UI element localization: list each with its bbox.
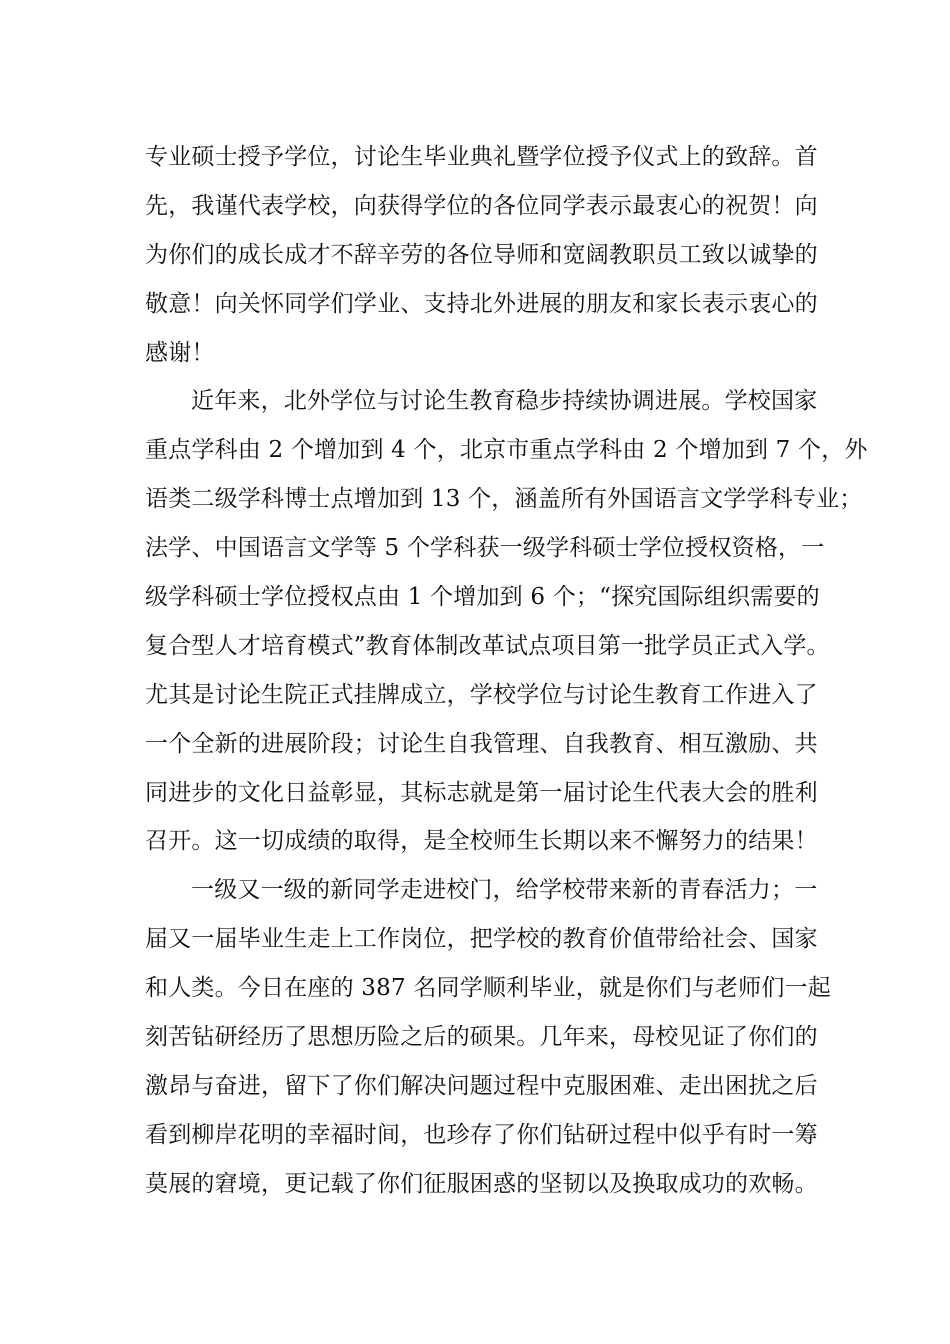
paragraph-1 <box>145 133 818 377</box>
text-line: 莫展的窘境，更记载了你们征服困惑的坚韧以及换取成功的欢畅。 <box>145 1170 818 1197</box>
text-line: 刻苦钻研经历了思想历险之后的硕果。几年来，母校见证了你们的 <box>145 1024 818 1051</box>
text-line: 近年来，北外学位与讨论生教育稳步持续协调进展。学校国家 <box>191 388 818 415</box>
text-line: 尤其是讨论生院正式挂牌成立，学校学位与讨论生教育工作进入了 <box>145 681 818 708</box>
text-line: 法学、中国语言文学等 5 个学科获一级学科硕士学位授权资格，一 <box>145 535 825 562</box>
text-line: 重点学科由 2 个增加到 4 个，北京市重点学科由 2 个增加到 7 个，外 <box>145 437 868 464</box>
text-line: 为你们的成长成才不辞辛劳的各位导师和宽阔教职员工致以诚挚的 <box>145 241 818 268</box>
text-line: 专业硕士授予学位，讨论生毕业典礼暨学位授予仪式上的致辞。首 <box>145 144 818 170</box>
paragraph-3 <box>145 866 831 1208</box>
text-line: 复合型人才培育模式”教育体制改革试点项目第一批学员正式入学。 <box>145 632 830 659</box>
paragraph-2 <box>145 377 868 866</box>
text-line: 同进步的文化日益彰显，其标志就是第一届讨论生代表大会的胜利 <box>145 779 818 806</box>
text-line: 看到柳岸花明的幸福时间，也珍存了你们钻研过程中似乎有时一筹 <box>145 1121 818 1148</box>
text-line: 和人类。今日在座的 387 名同学顺利毕业，就是你们与老师们一起 <box>145 975 831 1002</box>
text-line: 语类二级学科博士点增加到 13 个，涵盖所有外国语言文学学科专业； <box>145 486 863 513</box>
document-page <box>145 133 868 1209</box>
text-line: 激昂与奋进，留下了你们解决问题过程中克服困难、走出困扰之后 <box>145 1072 818 1099</box>
text-line: 级学科硕士学位授权点由 1 个增加到 6 个；“探究国际组织需要的 <box>145 584 820 611</box>
text-line: 感谢！ <box>145 339 215 366</box>
text-line: 届又一届毕业生走上工作岗位，把学校的教育价值带给社会、国家 <box>145 926 818 953</box>
text-line: 先，我谨代表学校，向获得学位的各位同学表示最衷心的祝贺！向 <box>145 192 818 219</box>
text-line: 召开。这一切成绩的取得，是全校师生长期以来不懈努力的结果！ <box>145 828 818 855</box>
text-line: 一级又一级的新同学走进校门，给学校带来新的青春活力；一 <box>191 877 818 904</box>
text-line: 一个全新的进展阶段；讨论生自我管理、自我教育、相互激励、共 <box>145 730 818 757</box>
text-line: 敬意！向关怀同学们学业、支持北外进展的朋友和家长表示衷心的 <box>145 290 818 317</box>
